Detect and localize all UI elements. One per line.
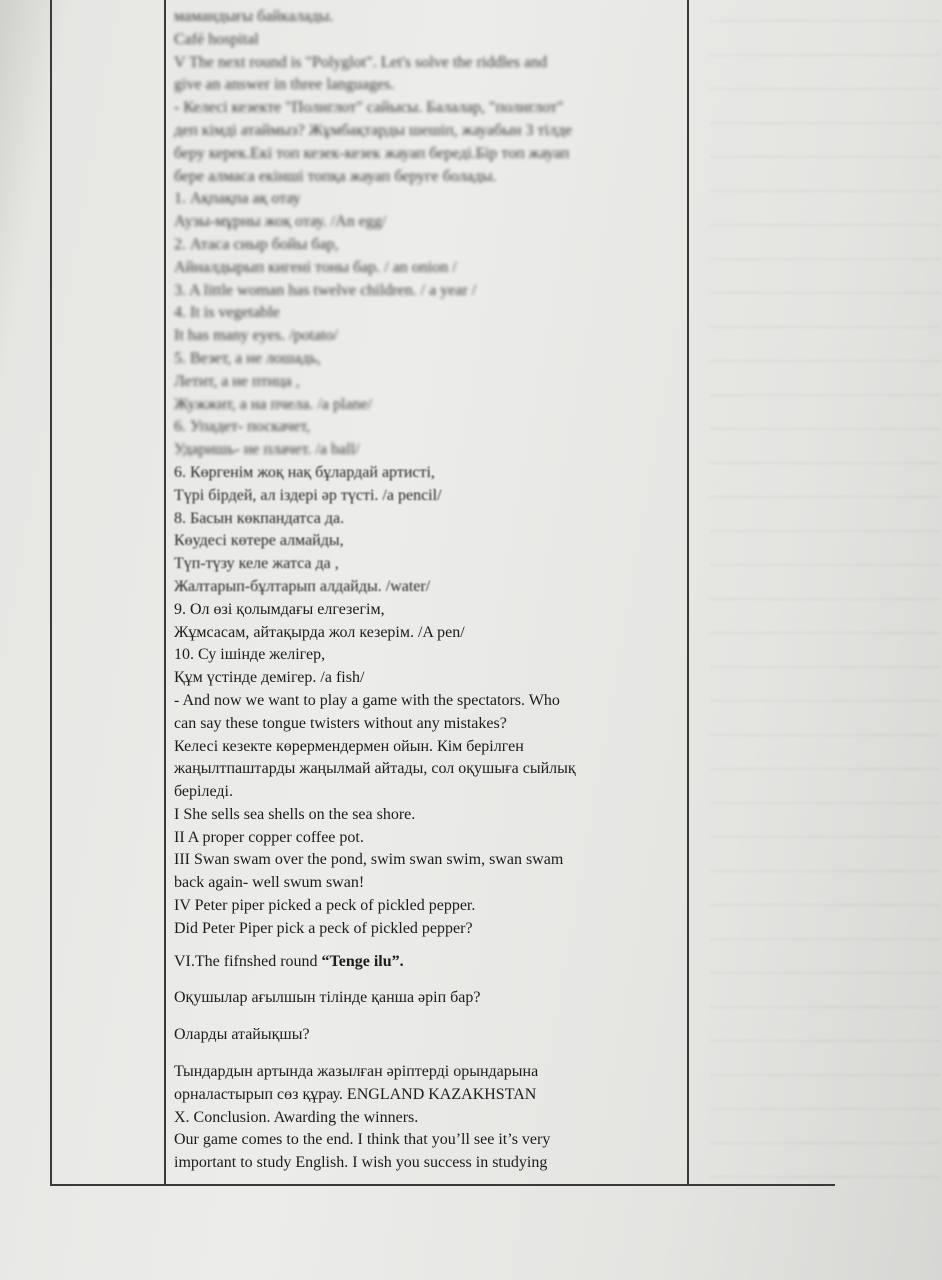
text-line: деп кімді атаймыз? Жұмбақтарды шешіп, жауабын 3 тілде bbox=[174, 121, 573, 139]
column-divider-left bbox=[164, 0, 166, 1184]
text-line: Жұмсасам, айтақырда жол кезерім. /A pen/ bbox=[174, 623, 465, 641]
text-line: 5. Везет, а не лошадь, bbox=[174, 349, 321, 367]
text-line: Түп-түзу келе жатса да , bbox=[174, 555, 339, 573]
text-line: - And now we want to play a game with the spectators. Who bbox=[174, 691, 560, 709]
text-line: Құм үстінде демігер. /a fish/ bbox=[174, 669, 365, 687]
text-line: 10. Су ішінде желігер, bbox=[174, 646, 326, 664]
text-line: III Swan swam over the pond, swim swan swim, swan swam bbox=[174, 851, 564, 869]
text-line: Did Peter Piper pick a peck of pickled pepper? bbox=[174, 919, 473, 937]
text-line: Түрі бірдей, ал іздері әр түсті. /a pencil/ bbox=[174, 486, 442, 504]
text-line: important to study English. I wish you success in studying bbox=[174, 1154, 548, 1172]
text-line: IV Peter piper picked a peck of pickled pepper. bbox=[174, 897, 476, 915]
letters-question: Оқушылар ағылшын тілінде қанша әріп бар? bbox=[174, 989, 481, 1007]
activity-column bbox=[174, 6, 686, 1175]
text-line: It has many eyes. /potato/ bbox=[174, 327, 338, 345]
name-letters-prompt: Оларды атайықшы? bbox=[174, 1026, 310, 1044]
text-line: Тындардын артында жазылған әріптерді орындарына bbox=[174, 1063, 539, 1081]
text-line: Жужжит, а на пчела. /a plane/ bbox=[174, 395, 373, 413]
text-line: Café hospital bbox=[174, 30, 259, 48]
text-line: 1. Ақпақпа ақ отау bbox=[174, 190, 301, 208]
round-six-title: “Tenge ilu”. bbox=[321, 952, 404, 970]
text-line: Келесі кезекте көрермендермен ойын. Кім берілген bbox=[174, 737, 524, 755]
text-line: 4. It is vegetable bbox=[174, 304, 280, 322]
text-line: беріледі. bbox=[174, 783, 233, 801]
closing-section bbox=[174, 1061, 686, 1175]
round-six-prefix: VI.The fifnshed round bbox=[174, 952, 322, 970]
text-line: Our game comes to the end. I think that you’ll see it’s very bbox=[174, 1131, 551, 1149]
text-line: Летит, а не птица , bbox=[174, 372, 300, 390]
text-line: бере алмаса екінші топқа жауап беруге болады. bbox=[174, 167, 497, 185]
text-line: 3. A little woman has twelve children. / a year / bbox=[174, 281, 477, 299]
text-line: 6. Көргенім жоқ нақ бұлардай артисті, bbox=[174, 463, 435, 481]
text-line: V The next round is "Polyglot". Let's solve the riddles and bbox=[174, 53, 548, 71]
text-line: беру керек.Екі топ кезек-кезек жауап береді.Бір топ жауап bbox=[174, 144, 570, 162]
text-line: Көудесі көтере алмайды, bbox=[174, 532, 344, 550]
text-line: мамандығы байкалады. bbox=[174, 8, 334, 25]
text-line: II A proper copper coffee pot. bbox=[174, 828, 364, 846]
text-line: 9. Ол өзі қолымдағы елгезегім, bbox=[174, 600, 385, 618]
text-line: 8. Басын көкпандатса да. bbox=[174, 509, 345, 527]
text-line: 2. Атаса сиыр бойы бар, bbox=[174, 235, 339, 253]
tongue-twister-section bbox=[174, 599, 686, 941]
text-line: back again- well swum swan! bbox=[174, 874, 365, 892]
text-line: Айналдырып кигені тоны бар. / an onion / bbox=[174, 258, 457, 276]
text-line: Ударишь- не плачет. /a ball/ bbox=[174, 441, 360, 459]
riddles-section-mid bbox=[174, 462, 686, 599]
text-line: X. Conclusion. Awarding the winners. bbox=[174, 1108, 419, 1126]
text-line: give an answer in three languages. bbox=[174, 76, 395, 94]
text-line: жаңылтпаштарды жаңылмай айтады, сол оқушыға сыйлық bbox=[174, 760, 576, 778]
text-line: - Келесі кезекте "Полиглот" сайысы. Балалар, "полиглот" bbox=[174, 99, 564, 117]
round-six-heading bbox=[174, 951, 686, 974]
text-line: Жалтарып-бұлтарып алдайды. /water/ bbox=[174, 577, 431, 595]
text-line: can say these tongue twisters without any mistakes? bbox=[174, 714, 507, 732]
text-line: I She sells sea shells on the sea shore. bbox=[174, 805, 416, 823]
text-line: орналастырып сөз құрау. ENGLAND KAZAKHSTAN bbox=[174, 1085, 537, 1103]
riddles-section bbox=[174, 6, 686, 462]
text-line: Аузы-мұрны жоқ отау. /An egg/ bbox=[174, 213, 387, 231]
column-divider-right bbox=[687, 0, 689, 1184]
text-line: 6. Упадет- поскачет, bbox=[174, 418, 311, 436]
